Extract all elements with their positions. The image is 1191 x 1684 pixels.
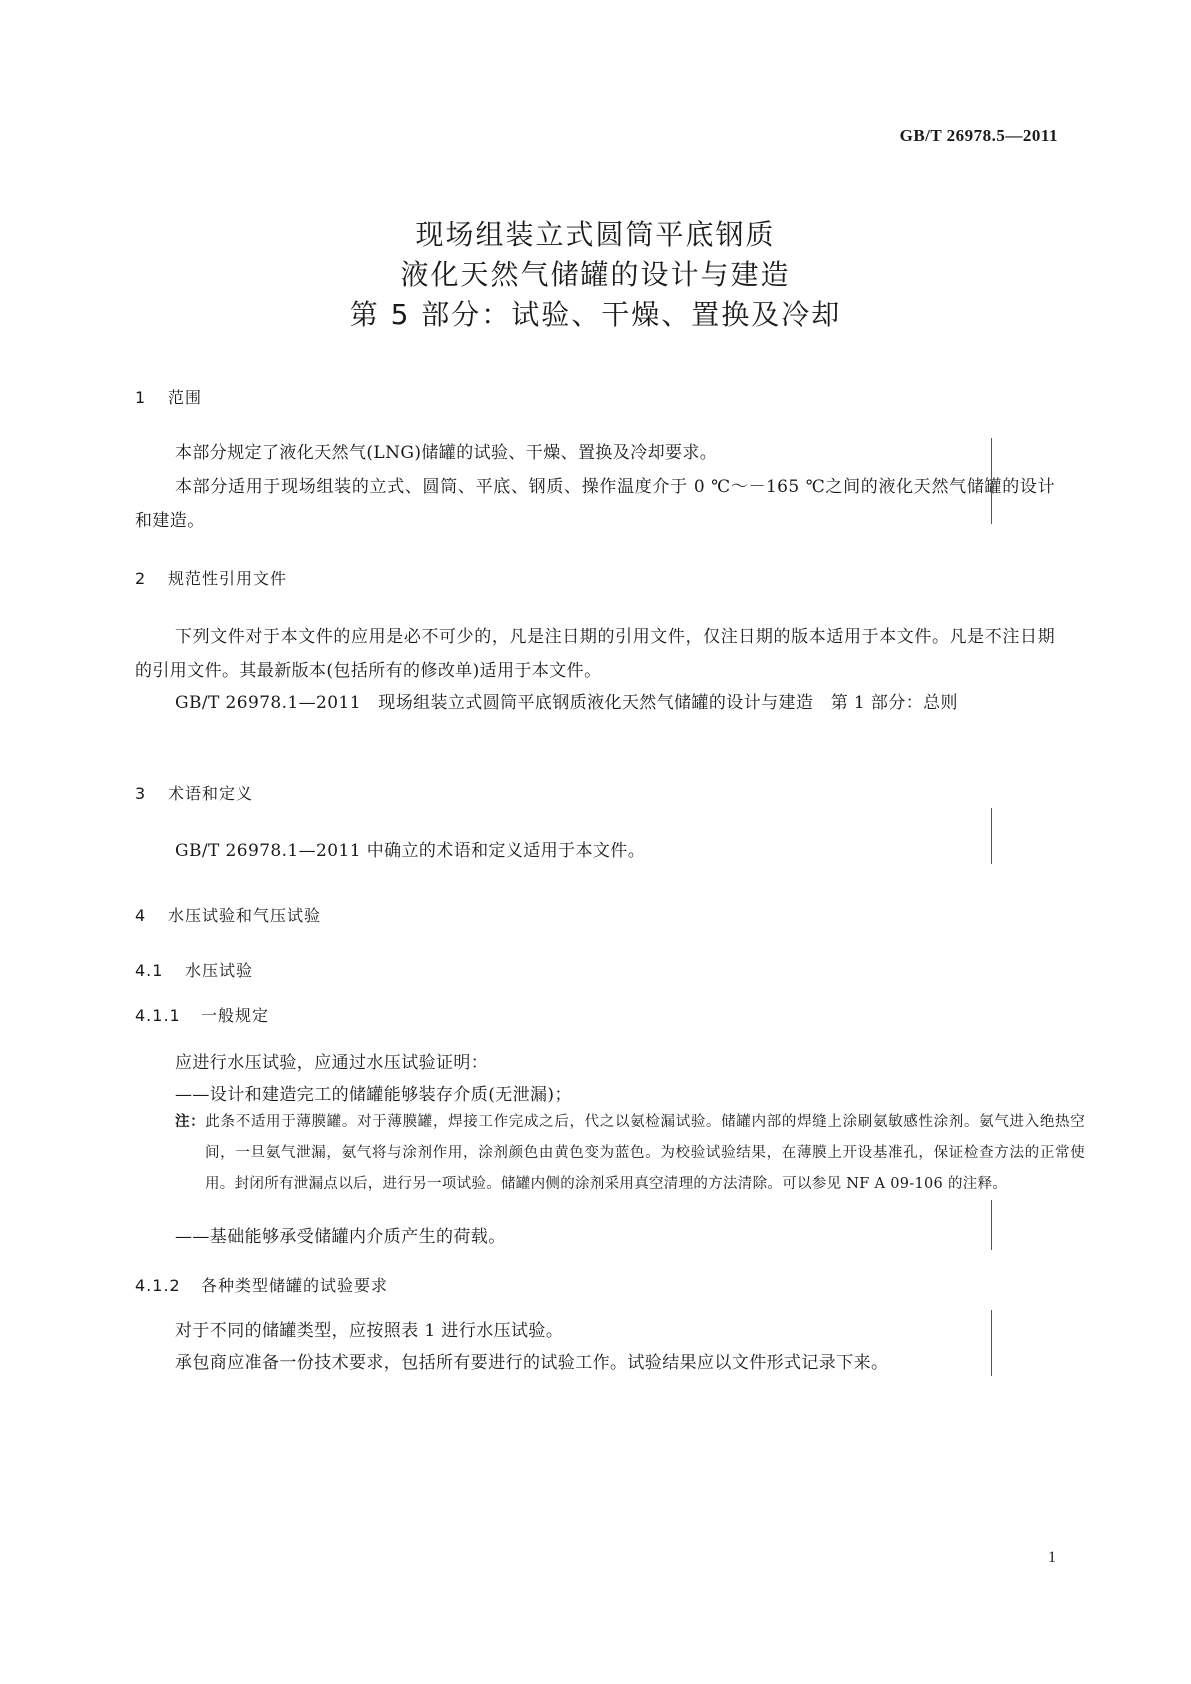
list-item: ——设计和建造完工的储罐能够装存介质(无泄漏)； — [175, 1085, 572, 1105]
section-number: 4 — [135, 906, 147, 925]
section-4-1-2-paragraph-1: 对于不同的储罐类型，应按照表 1 进行水压试验。 — [175, 1321, 564, 1341]
change-bar — [991, 1200, 992, 1250]
title-line-2: 液化天然气储罐的设计与建造 — [400, 258, 791, 291]
section-number: 4.1.1 — [135, 1006, 181, 1025]
section-number: 3 — [135, 784, 147, 803]
section-2-heading — [135, 566, 287, 589]
note-text: 此条不适用于薄膜罐。对于薄膜罐，焊接工作完成之后，代之以氨检漏试验。储罐内部的焊缝上涂刷氨敏感性涂剂。氨气进入绝热空间，一旦氨气泄漏，氨气将与涂剂作用，涂剂颜色由黄色变为蓝色。为校验试验结果，在薄膜上开设基准孔，保证检查方法的正常使用。封闭所有泄漏点以后，进行另一项试验。储罐内侧的涂剂采用真空清理的方法清除。可以参见 NF A 09-106 的注释。 — [205, 1114, 1085, 1192]
section-title: 水压试验和气压试验 — [168, 906, 322, 925]
section-4-1-2-heading — [135, 1273, 388, 1296]
section-title: 一般规定 — [201, 1006, 270, 1025]
section-4-1-2-paragraph-2: 承包商应准备一份技术要求，包括所有要进行的试验工作。试验结果应以文件形式记录下来。 — [175, 1353, 889, 1373]
section-title: 范围 — [168, 388, 203, 407]
section-1-paragraph-1: 本部分规定了液化天然气(LNG)储罐的试验、干燥、置换及冷却要求。 — [175, 443, 718, 463]
section-3-heading — [135, 781, 253, 804]
change-bar — [991, 438, 992, 524]
section-1-heading — [135, 385, 202, 408]
section-number: 4.1.2 — [135, 1276, 181, 1295]
section-title: 规范性引用文件 — [168, 569, 288, 588]
title-line-3: 第 5 部分：试验、干燥、置换及冷却 — [349, 298, 842, 331]
section-4-1-1-heading — [135, 1003, 269, 1026]
list-item: ——基础能够承受储罐内介质产生的荷载。 — [175, 1227, 506, 1247]
page-number: 1 — [1048, 1549, 1056, 1566]
section-2-paragraph-1: 下列文件对于本文件的应用是必不可少的，凡是注日期的引用文件，仅注日期的版本适用于本文件。凡是不注日期的引用文件。其最新版本(包括所有的修改单)适用于本文件。 — [135, 627, 1055, 681]
section-1-paragraph-2: 本部分适用于现场组装的立式、圆筒、平底、钢质、操作温度介于 0 ℃～－165 ℃之间的液化天然气储罐的设计和建造。 — [135, 477, 1055, 531]
note-label: 注： — [175, 1113, 206, 1130]
section-title: 术语和定义 — [168, 784, 254, 803]
title-line-1: 现场组装立式圆筒平底钢质 — [415, 218, 776, 251]
section-number: 1 — [135, 388, 147, 407]
section-2-reference: GB/T 26978.1—2011 现场组装立式圆筒平底钢质液化天然气储罐的设计与建造 第 1 部分：总则 — [175, 693, 958, 713]
note — [175, 1106, 1085, 1200]
section-4-1-1-intro: 应进行水压试验，应通过水压试验证明： — [175, 1053, 489, 1073]
change-bar — [991, 808, 992, 864]
section-number: 2 — [135, 569, 147, 588]
change-bar — [991, 1310, 992, 1376]
section-4-1-heading — [135, 958, 253, 981]
section-title: 各种类型储罐的试验要求 — [201, 1276, 389, 1295]
section-4-heading — [135, 903, 321, 926]
section-3-paragraph: GB/T 26978.1—2011 中确立的术语和定义适用于本文件。 — [175, 841, 646, 861]
section-number: 4.1 — [135, 961, 164, 980]
section-title: 水压试验 — [185, 961, 254, 980]
standard-number: GB/T 26978.5—2011 — [899, 126, 1058, 145]
